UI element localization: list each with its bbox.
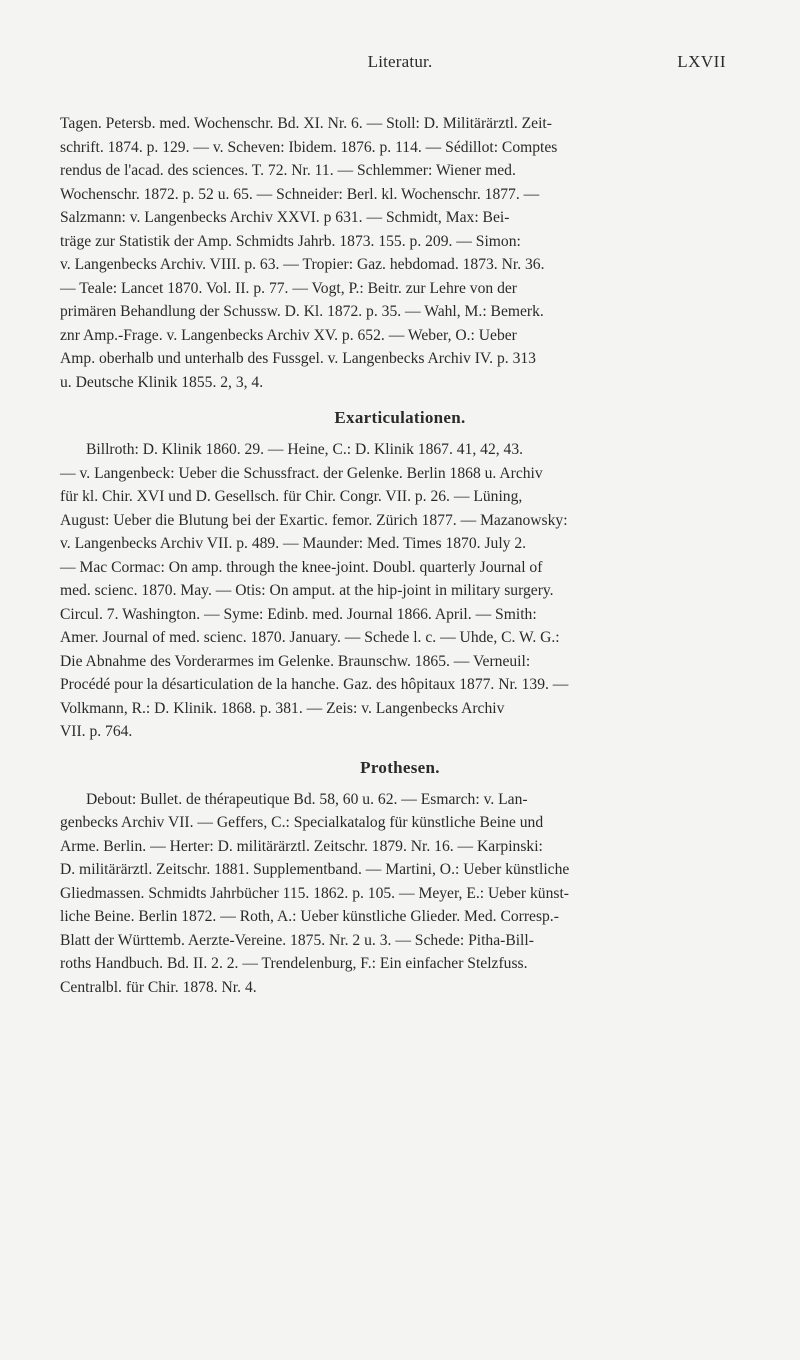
paragraph-exarticulationen: Billroth: D. Klinik 1860. 29. — Heine, C.: D. Klinik 1867. 41, 42, 43. — v. Langenbeck: Ueber die Schussfract. der Gelenke. Berlin 1868 u. Archiv für kl. Chir. XVI und D. Gesellsch. für Chir. Congr. VII. p. 26. — Lüning, August: Ueber die Blutung bei der Exartic. femor. Zürich 1877. — Mazanowsky: v. Langenbecks Archiv VII. p. 489. — Maunder: Med. Times 1870. July 2. — Mac Cormac: On amp. through the knee-joint. Doubl. quarterly Journal of med. scienc. 1870. May. — Otis: On amput. at the hip-joint in military surgery. Circul. 7. Washington. — Syme: Edinb. med. Journal 1866. April. — Smith: Amer. Journal of med. scienc. 1870. January. — Schede l. c. — Uhde, C. W. G.: Die Abnahme des Vorderarmes im Gelenke. Braunschw. 1865. — Verneuil: Procédé pour la désarticulation de la hanche. Gaz. des hôpitaux 1877. Nr. 139. — Volkmann, R.: D. Klinik. 1868. p. 381. — Zeis: v. Langenbecks Archiv VII. p. 764. bbox=[60, 441, 569, 740]
page-number: LXVII bbox=[677, 52, 726, 71]
section-heading-exarticulationen: Exarticulationen. bbox=[334, 408, 466, 427]
paragraph-prothesen: Debout: Bullet. de thérapeutique Bd. 58, 60 u. 62. — Esmarch: v. Lan- genbecks Archiv VII. — Geffers, C.: Specialkatalog für künstliche Beine und Arme. Berlin. — Herter: D. militärärztl. Zeitschr. 1879. Nr. 16. — Karpinski: D. militärärztl. Zeitschr. 1881. Supplementband. — Martini, O.: Ueber künstliche Gliedmassen. Schmidts Jahrbücher 115. 1862. p. 105. — Meyer, E.: Ueber künst- liche Beine. Berlin 1872. — Roth, A.: Ueber künstliche Glieder. Med. Corresp.- Blatt der Württemb. Aerzte-Vereine. 1875. Nr. 2 u. 3. — Schede: Pitha-Bill- roths Handbuch. Bd. II. 2. 2. — Trendelenburg, F.: Ein einfacher Stelzfuss. Centralbl. für Chir. 1878. Nr. 4. bbox=[60, 790, 570, 996]
paragraph-intro: Tagen. Petersb. med. Wochenschr. Bd. XI. Nr. 6. — Stoll: D. Militärärztl. Zeit- schrift. 1874. p. 129. — v. Scheven: Ibidem. 1876. p. 114. — Sédillot: Comptes rendus de l'acad. des sciences. T. 72. Nr. 11. — Schlemmer: Wiener med. Wochenschr. 1872. p. 52 u. 65. — Schneider: Berl. kl. Wochenschr. 1877. — Salzmann: v. Langenbecks Archiv XXVI. p 631. — Schmidt, Max: Bei- träge zur Statistik der Amp. Schmidts Jahrb. 1873. 155. p. 209. — Simon: v. Langenbecks Archiv. VIII. p. 63. — Tropier: Gaz. hebdomad. 1873. Nr. 36. — Teale: Lancet 1870. Vol. II. p. 77. — Vogt, P.: Beitr. zur Lehre von der primären Behandlung der Schussw. D. Kl. 1872. p. 35. — Wahl, M.: Bemerk. znr Amp.-Frage. v. Langenbecks Archiv XV. p. 652. — Weber, O.: Ueber Amp. oberhalb und unterhalb des Fussgel. v. Langenbecks Archiv IV. p. 313 u. Deutsche Klinik 1855. 2, 3, 4. bbox=[60, 115, 558, 391]
header-title: Literatur. bbox=[367, 52, 433, 71]
body-text bbox=[60, 112, 740, 999]
section-heading-prothesen: Prothesen. bbox=[360, 757, 440, 777]
running-header bbox=[0, 52, 800, 76]
